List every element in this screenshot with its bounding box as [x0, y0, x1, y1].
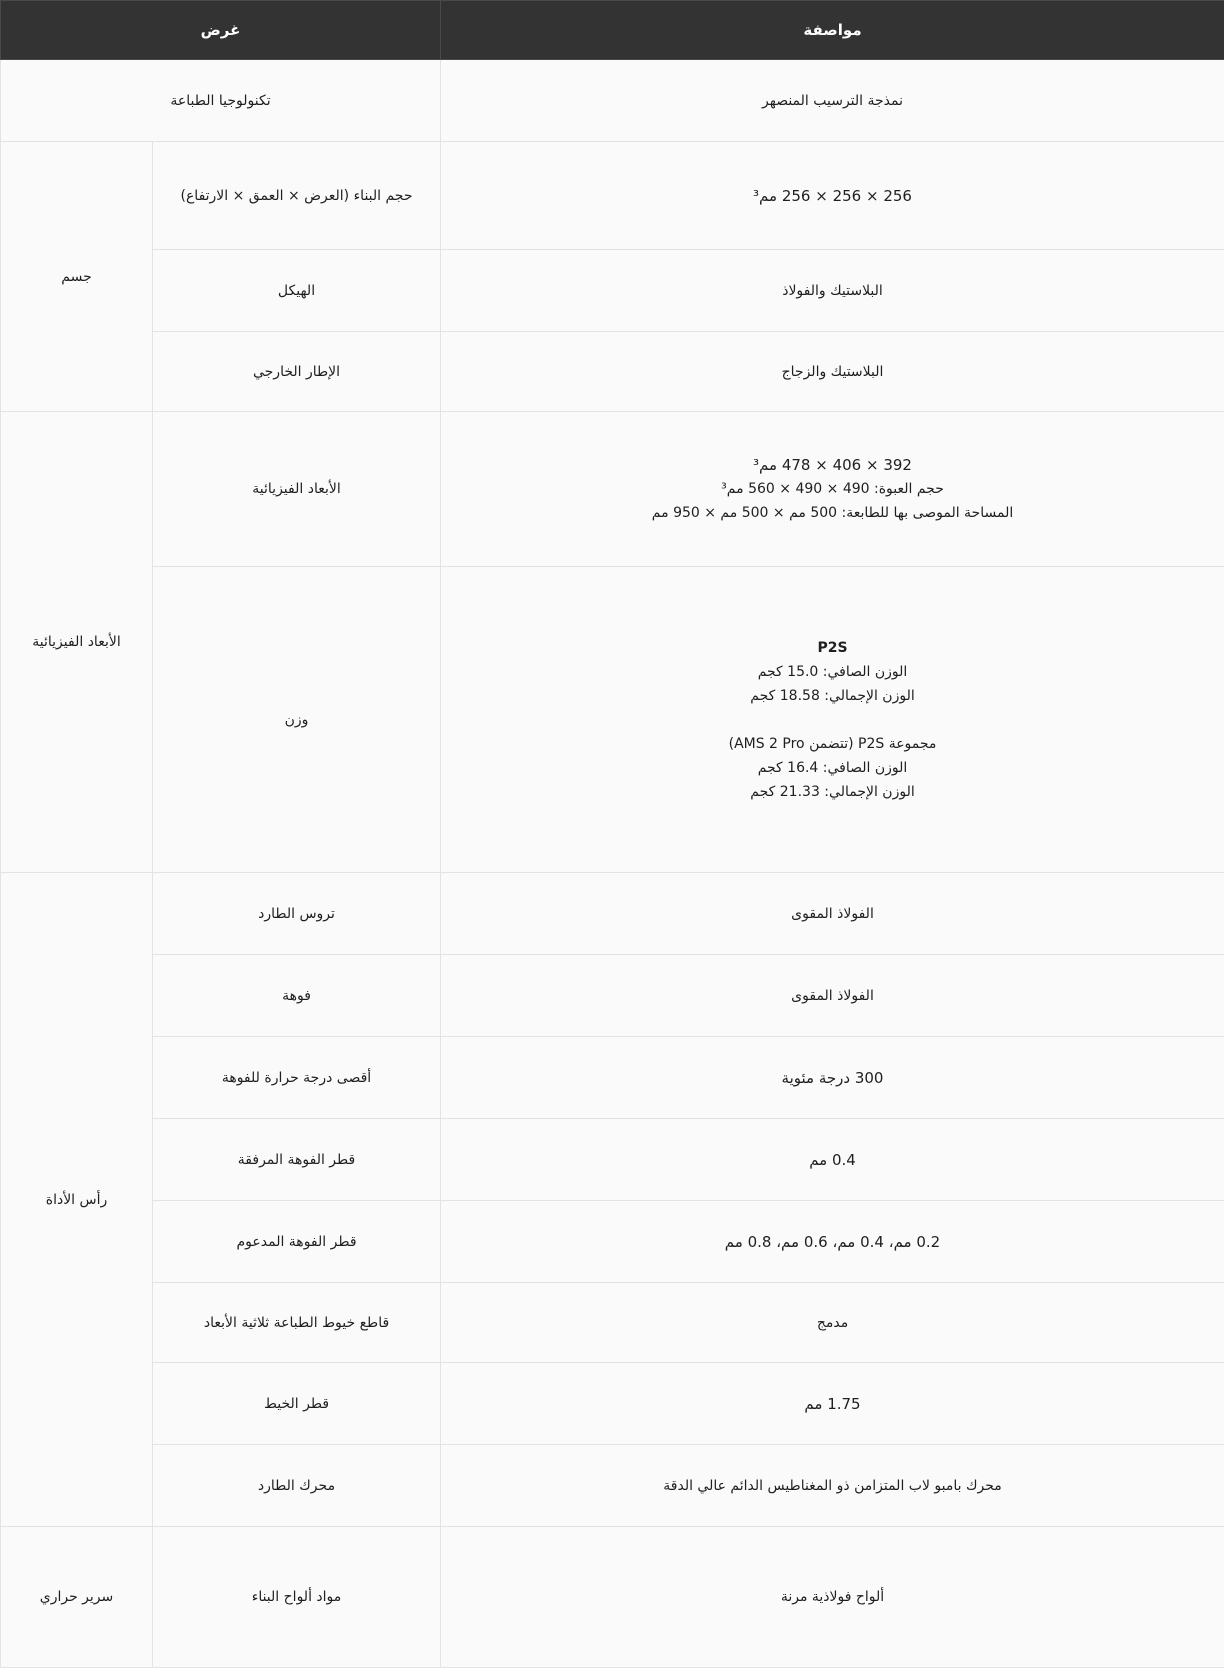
label-extruder-motor: محرك الطارد: [153, 1445, 441, 1527]
value-nozzle: الفولاذ المقوى: [441, 955, 1224, 1037]
value-frame: البلاستيك والفولاذ: [441, 250, 1224, 332]
group-body: جسم: [1, 142, 153, 412]
table-row: [1, 1445, 1224, 1527]
label-build-volume: حجم البناء (العرض × العمق × الارتفاع): [153, 142, 441, 250]
label-enclosure: الإطار الخارجي: [153, 332, 441, 412]
table-row: [1, 1363, 1224, 1445]
value-enclosure: البلاستيك والزجاج: [441, 332, 1224, 412]
table-row: [1, 1283, 1224, 1363]
dimensions-line: 392 × 406 × 478 مم³: [447, 453, 1218, 477]
table-row: [1, 1527, 1224, 1668]
value-build-volume: 256 × 256 × 256 مم³: [441, 142, 1224, 250]
table-row: [1, 955, 1224, 1037]
value-physical-dimensions: [441, 412, 1224, 567]
label-filament-diameter: قطر الخيط: [153, 1363, 441, 1445]
value-supported-nozzle: 0.2 مم، 0.4 مم، 0.6 مم، 0.8 مم: [441, 1201, 1224, 1283]
value-build-plate: ألواح فولاذية مرنة: [441, 1527, 1224, 1668]
table-row: [1, 412, 1224, 567]
table-row: [1, 567, 1224, 873]
table-row: [1, 1201, 1224, 1283]
label-extruder-gears: تروس الطارد: [153, 873, 441, 955]
label-filament-cutter: قاطع خيوط الطباعة ثلاثية الأبعاد: [153, 1283, 441, 1363]
table-row: [1, 332, 1224, 412]
table-row: [1, 250, 1224, 332]
group-physical-dimensions: الأبعاد الفيزيائية: [1, 412, 153, 873]
label-physical-dimensions: الأبعاد الفيزيائية: [153, 412, 441, 567]
value-extruder-gears: الفولاذ المقوى: [441, 873, 1224, 955]
value-included-nozzle: 0.4 مم: [441, 1119, 1224, 1201]
label-print-technology: تكنولوجيا الطباعة: [1, 60, 441, 142]
value-filament-diameter: 1.75 مم: [441, 1363, 1224, 1445]
combo-net-weight: الوزن الصافي: 16.4 كجم: [447, 756, 1218, 780]
table-row: [1, 60, 1224, 142]
label-nozzle: فوهة: [153, 955, 441, 1037]
label-build-plate: مواد ألواح البناء: [153, 1527, 441, 1668]
p2s-gross-weight: الوزن الإجمالي: 18.58 كجم: [447, 684, 1218, 708]
value-weight: [441, 567, 1224, 873]
value-extruder-motor: محرك بامبو لاب المتزامن ذو المغناطيس الدائم عالي الدقة: [441, 1445, 1224, 1527]
value-max-nozzle-temp: 300 درجة مئوية: [441, 1037, 1224, 1119]
group-heatbed: سرير حراري: [1, 1527, 153, 1668]
value-filament-cutter: مدمج: [441, 1283, 1224, 1363]
table-header-row: [1, 1, 1224, 60]
combo-gross-weight: الوزن الإجمالي: 21.33 كجم: [447, 780, 1218, 804]
header-specification: مواصفة: [441, 1, 1224, 60]
label-supported-nozzle: قطر الفوهة المدعوم: [153, 1201, 441, 1283]
label-max-nozzle-temp: أقصى درجة حرارة للفوهة: [153, 1037, 441, 1119]
table-row: [1, 142, 1224, 250]
value-print-technology: نمذجة الترسيب المنصهر: [441, 60, 1224, 142]
weight-spacer: [447, 708, 1218, 732]
package-size-line: حجم العبوة: 490 × 490 × 560 مم³: [447, 477, 1218, 501]
label-weight: وزن: [153, 567, 441, 873]
p2s-net-weight: الوزن الصافي: 15.0 كجم: [447, 660, 1218, 684]
label-frame: الهيكل: [153, 250, 441, 332]
table-row: [1, 873, 1224, 955]
group-toolhead: رأس الأداة: [1, 873, 153, 1527]
recommended-space-line: المساحة الموصى بها للطابعة: 500 مم × 500 مم × 950 مم: [447, 501, 1218, 525]
p2s-title: P2S: [447, 636, 1218, 660]
combo-title: مجموعة P2S (تتضمن AMS 2 Pro): [447, 732, 1218, 756]
label-included-nozzle: قطر الفوهة المرفقة: [153, 1119, 441, 1201]
table-row: [1, 1119, 1224, 1201]
header-purpose: غرض: [1, 1, 441, 60]
table-row: [1, 1037, 1224, 1119]
